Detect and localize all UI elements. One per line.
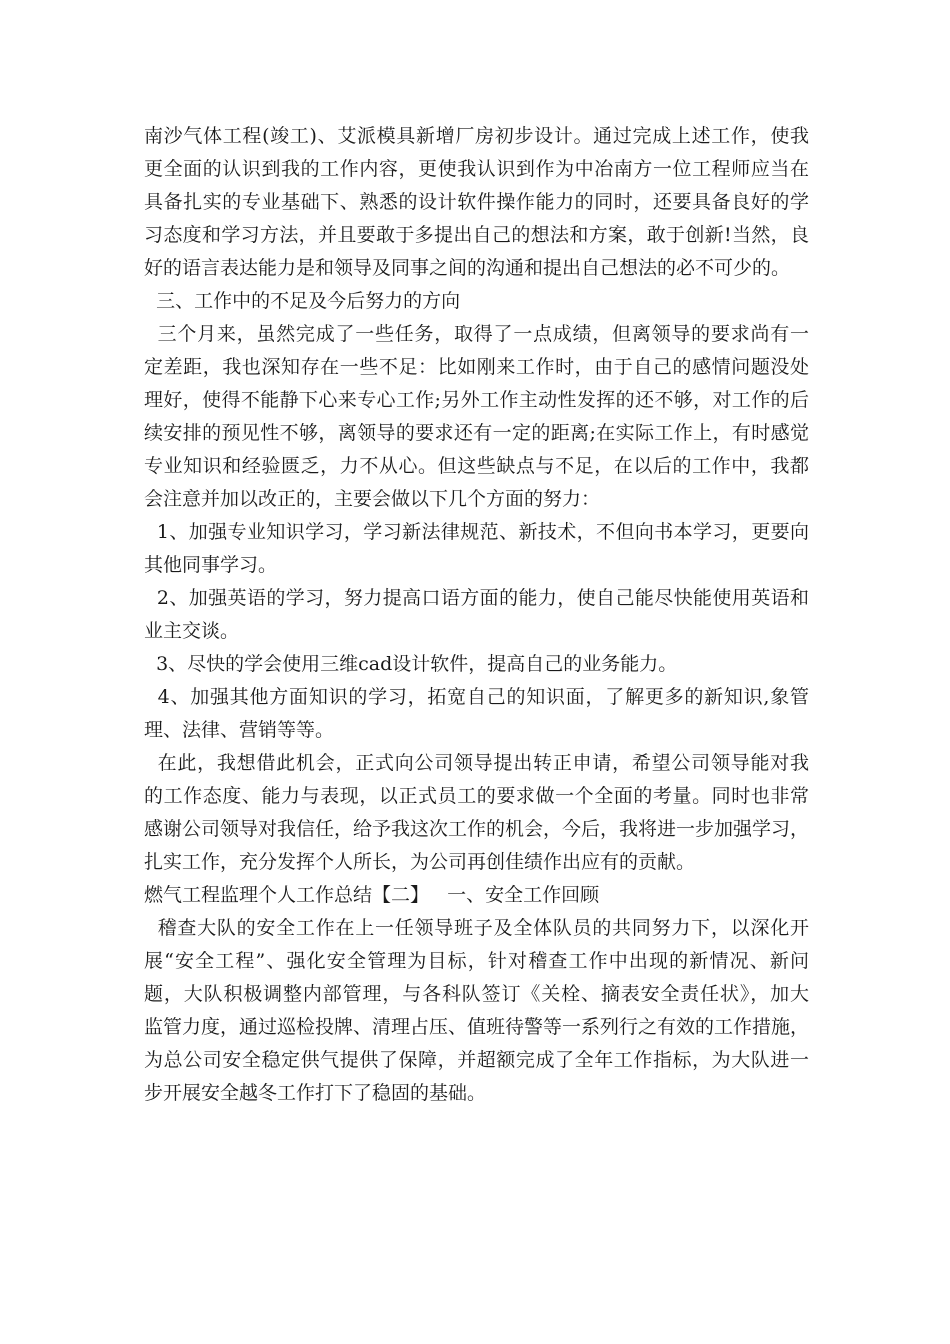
text-line: 2、加强英语的学习，努力提高口语方面的能力，使自己能尽快能使用英语和 xyxy=(144,587,809,609)
text-line: 理、法律、营销等等。 xyxy=(144,719,335,741)
text-line: 业主交谈。 xyxy=(144,620,240,642)
text-line: 定差距，我也深知存在一些不足：比如刚来工作时，由于自己的感情问题没处 xyxy=(144,356,809,378)
text-line: 稽查大队的安全工作在上一任领导班子及全体队员的共同努力下，以深化开 xyxy=(144,917,809,939)
text-line: 燃气工程监理个人工作总结【二】 一、安全工作回顾 xyxy=(144,884,600,906)
text-line: 1、加强专业知识学习，学习新法律规范、新技术，不但向书本学习，更要向 xyxy=(144,521,809,543)
text-line: 其他同事学习。 xyxy=(144,554,278,576)
text-line: 为总公司安全稳定供气提供了保障，并超额完成了全年工作指标，为大队进一 xyxy=(144,1049,809,1071)
text-line: 感谢公司领导对我信任，给予我这次工作的机会，今后，我将进一步加强学习， xyxy=(144,818,810,840)
text-line: 的工作态度、能力与表现，以正式员工的要求做一个全面的考量。同时也非常 xyxy=(144,785,809,807)
text-line: 4、加强其他方面知识的学习，拓宽自己的知识面，了解更多的新知识,象管 xyxy=(144,686,809,708)
text-line: 理好，使得不能静下心来专心工作;另外工作主动性发挥的还不够，对工作的后 xyxy=(144,389,809,411)
text-line: 展“安全工程”、强化安全管理为目标，针对稽查工作中出现的新情况、新问 xyxy=(144,950,809,972)
text-line: 会注意并加以改正的，主要会做以下几个方面的努力： xyxy=(144,488,601,510)
text-line: 三个月来，虽然完成了一些任务，取得了一点成绩，但离领导的要求尚有一 xyxy=(144,323,809,345)
text-line: 南沙气体工程(竣工)、艾派模具新增厂房初步设计。通过完成上述工作，使我 xyxy=(144,125,809,147)
text-line: 习态度和学习方法，并且要敢于多提出自己的想法和方案，敢于创新!当然，良 xyxy=(144,224,809,246)
text-line: 具备扎实的专业基础下、熟悉的设计软件操作能力的同时，还要具备良好的学 xyxy=(144,191,809,213)
text-line: 3、尽快的学会使用三维cad设计软件，提高自己的业务能力。 xyxy=(144,653,678,675)
text-line: 在此，我想借此机会，正式向公司领导提出转正申请，希望公司领导能对我 xyxy=(144,752,809,774)
text-line: 更全面的认识到我的工作内容，更使我认识到作为中冶南方一位工程师应当在 xyxy=(144,158,809,180)
text-line: 续安排的预见性不够，离领导的要求还有一定的距离;在实际工作上，有时感觉 xyxy=(144,422,809,444)
document-body xyxy=(144,120,809,1110)
text-line: 好的语言表达能力是和领导及同事之间的沟通和提出自己想法的必不可少的。 xyxy=(144,257,791,279)
text-line: 三、工作中的不足及今后努力的方向 xyxy=(144,290,461,312)
text-line: 题，大队积极调整内部管理，与各科队签订《关栓、摘表安全责任状》，加大 xyxy=(144,983,809,1005)
text-line: 监管力度，通过巡检投牌、清理占压、值班待警等一系列行之有效的工作措施， xyxy=(144,1016,810,1038)
text-line: 专业知识和经验匮乏，力不从心。但这些缺点与不足，在以后的工作中，我都 xyxy=(144,455,809,477)
text-line: 扎实工作，充分发挥个人所长，为公司再创佳绩作出应有的贡献。 xyxy=(144,851,696,873)
text-line: 步开展安全越冬工作打下了稳固的基础。 xyxy=(144,1082,487,1104)
